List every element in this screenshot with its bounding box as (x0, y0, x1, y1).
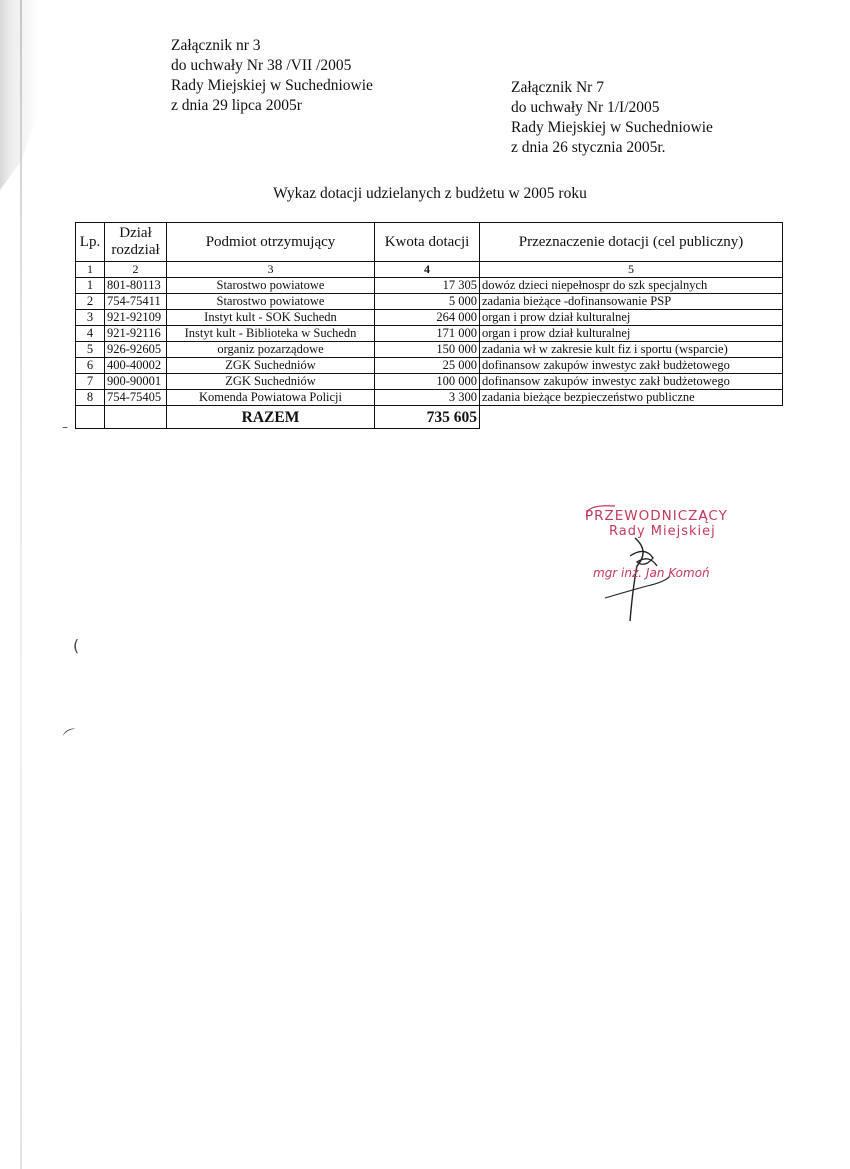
header-left (171, 36, 373, 116)
table-row (76, 358, 783, 374)
row-kwota: 3 300 (375, 390, 480, 406)
header-right-line1: Załącznik Nr 7 (511, 79, 604, 96)
table-row (76, 294, 783, 310)
row-przeznaczenie: dowóz dzieci niepełnospr do szk specjalnych (480, 278, 783, 294)
header-right (511, 78, 713, 158)
row-dzial: 400-40002 (105, 358, 167, 374)
row-lp: 5 (76, 342, 105, 358)
column-number: 3 (167, 262, 375, 278)
row-dzial: 754-75405 (105, 390, 167, 406)
total-blank-przeznaczenie (480, 406, 783, 429)
chairman-stamp (575, 496, 775, 631)
table-header-row (76, 223, 783, 262)
row-dzial: 921-92109 (105, 310, 167, 326)
row-dzial: 801-80113 (105, 278, 167, 294)
stamp-line-council: Rady Miejskiej (609, 524, 716, 539)
punch-mark: ⌒ (61, 726, 82, 748)
row-podmiot: Instyt kult - Biblioteka w Suchedn (167, 326, 375, 342)
row-dzial: 754-75411 (105, 294, 167, 310)
header-right-line2: do uchwały Nr 1/I/2005 (511, 99, 660, 116)
table-row (76, 374, 783, 390)
row-kwota: 171 000 (375, 326, 480, 342)
total-label: RAZEM (167, 406, 375, 429)
stamp-line-title: PRZEWODNICZĄCY (585, 508, 728, 524)
header-przeznaczenie: Przeznaczenie dotacji (cel publiczny) (480, 223, 783, 262)
header-dzial-line1: Dział (119, 225, 152, 241)
document-title: Wykaz dotacji udzielanych z budżetu w 2005 roku (273, 185, 587, 202)
row-przeznaczenie: zadania bieżące bezpieczeństwo publiczne (480, 390, 783, 406)
total-blank-dzial (105, 406, 167, 429)
row-kwota: 264 000 (375, 310, 480, 326)
header-right-line3: Rady Miejskiej w Suchedniowie (511, 119, 713, 136)
table-row (76, 342, 783, 358)
row-dzial: 900-90001 (105, 374, 167, 390)
table-row (76, 390, 783, 406)
table-row (76, 278, 783, 294)
header-dzial-line2: rozdział (111, 242, 160, 258)
punch-mark: – (62, 420, 68, 434)
header-right-line4: z dnia 26 stycznia 2005r. (511, 139, 666, 156)
row-lp: 2 (76, 294, 105, 310)
row-podmiot: Starostwo powiatowe (167, 278, 375, 294)
column-number-row (76, 262, 783, 278)
row-przeznaczenie: organ i prow dział kulturalnej (480, 326, 783, 342)
row-lp: 7 (76, 374, 105, 390)
scan-edge-shadow (0, 0, 60, 1169)
row-przeznaczenie: organ i prow dział kulturalnej (480, 310, 783, 326)
column-number: 1 (76, 262, 105, 278)
row-kwota: 25 000 (375, 358, 480, 374)
row-podmiot: Starostwo powiatowe (167, 294, 375, 310)
row-podmiot: organiz pozarządowe (167, 342, 375, 358)
row-kwota: 5 000 (375, 294, 480, 310)
header-left-line3: Rady Miejskiej w Suchedniowie (171, 77, 373, 94)
header-lp: Lp. (76, 223, 105, 262)
column-number: 2 (105, 262, 167, 278)
row-przeznaczenie: zadania wł w zakresie kult fiz i sportu (wsparcie) (480, 342, 783, 358)
row-kwota: 100 000 (375, 374, 480, 390)
row-lp: 6 (76, 358, 105, 374)
row-podmiot: ZGK Suchedniów (167, 374, 375, 390)
total-row (76, 406, 783, 429)
header-podmiot: Podmiot otrzymujący (167, 223, 375, 262)
row-przeznaczenie: dofinansow zakupów inwestyc zakł budżetowego (480, 358, 783, 374)
scan-edge-line (20, 0, 22, 1169)
row-kwota: 17 305 (375, 278, 480, 294)
header-left-line2: do uchwały Nr 38 /VII /2005 (171, 57, 352, 74)
row-lp: 4 (76, 326, 105, 342)
row-podmiot: ZGK Suchedniów (167, 358, 375, 374)
header-dzial (105, 223, 167, 262)
row-przeznaczenie: dofinansow zakupów inwestyc zakł budżetowego (480, 374, 783, 390)
header-kwota: Kwota dotacji (375, 223, 480, 262)
row-kwota: 150 000 (375, 342, 480, 358)
grants-table (75, 222, 783, 429)
row-podmiot: Komenda Powiatowa Policji (167, 390, 375, 406)
column-number: 5 (480, 262, 783, 278)
stamp-line-name: mgr inż. Jan Komoń (593, 566, 710, 580)
row-dzial: 921-92116 (105, 326, 167, 342)
table-body (76, 278, 783, 406)
table-row (76, 326, 783, 342)
row-przeznaczenie: zadania bieżące -dofinansowanie PSP (480, 294, 783, 310)
column-number: 4 (375, 262, 480, 278)
header-left-line4: z dnia 29 lipca 2005r (171, 97, 302, 114)
total-value: 735 605 (375, 406, 480, 429)
row-lp: 1 (76, 278, 105, 294)
punch-mark: ( (73, 636, 80, 655)
table-row (76, 310, 783, 326)
total-blank-lp (76, 406, 105, 429)
row-podmiot: Instyt kult - SOK Suchedn (167, 310, 375, 326)
row-dzial: 926-92605 (105, 342, 167, 358)
row-lp: 3 (76, 310, 105, 326)
header-left-line1: Załącznik nr 3 (171, 37, 261, 54)
row-lp: 8 (76, 390, 105, 406)
